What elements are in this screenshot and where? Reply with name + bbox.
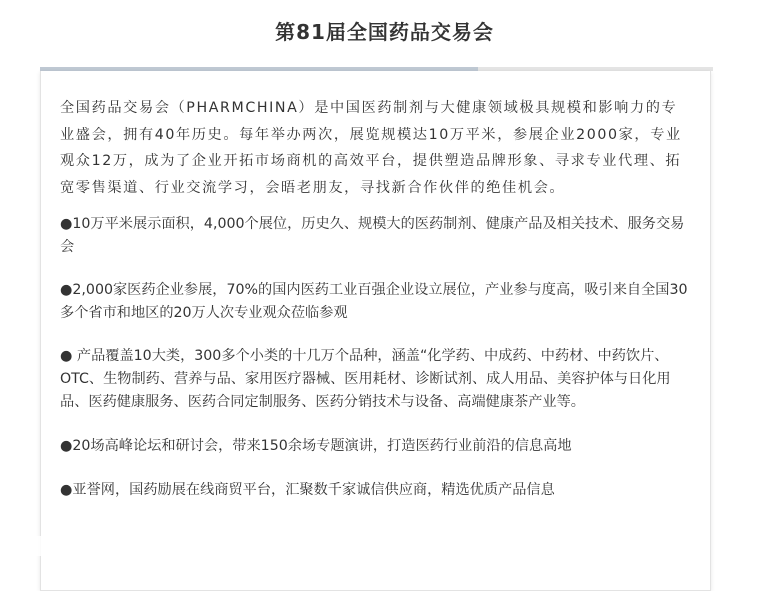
intro-paragraph: 全国药品交易会（PHARMCHINA）是中国医药制剂与大健康领域极具规模和影响力的专业盛会，拥有40年历史。每年举办两次，展览规模达10万平米，参展企业2000家，专业观众12万，成为了企业开拓市场商机的高效平台，提供塑造品牌形象、寻求专业代理、拓宽零售渠道、行业交流学习，会晤老朋友，寻找新合作伙伴的绝佳机会。 [60, 100, 682, 196]
bullet-item-exhibition-area: ●10万平米展示面积，4,000个展位，历史久、规模大的医药制剂、健康产品及相关技术、服务交易会 [60, 216, 685, 255]
article-content [60, 95, 692, 502]
bullet-item-exhibitors: ●2,000家医药企业参展，70%的国内医药工业百强企业设立展位，产业参与度高，吸引来自全国30多个省市和地区的20万人次专业观众莅临参观 [60, 282, 688, 321]
bullet-item-product-coverage: ● 产品覆盖10大类，300多个小类的十几万个品种，涵盖“化学药、中成药、中药材、中药饮片、OTC、生物制药、营养与品、家用医疗器械、医用耗材、诊断试剂、成人用品、美容护体与日化用品、医药健康服务、医药合同定制服务、医药分销技术与设备、高端健康茶产业等。 [60, 348, 671, 410]
bullet-item-forums: ●20场高峰论坛和研讨会，带来150余场专题演讲，打造医药行业前沿的信息高地 [60, 438, 572, 454]
article-card [40, 71, 711, 591]
bullet-item-online-platform: ●亚誉网，国药励展在线商贸平台，汇聚数千家诚信供应商，精选优质产品信息 [60, 482, 555, 498]
page-title: 第81届全国药品交易会 [275, 20, 494, 44]
watermark-overlay [30, 536, 88, 556]
